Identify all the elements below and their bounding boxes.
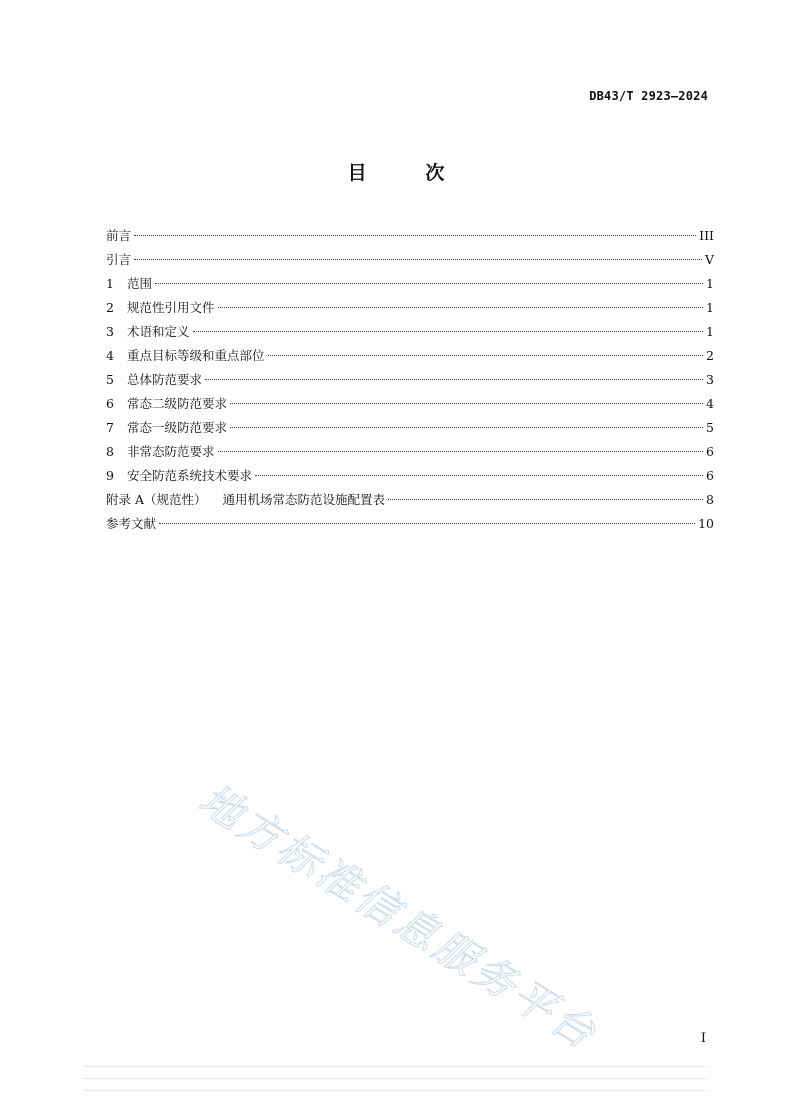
toc-entry-number: 5 (106, 372, 114, 387)
toc-entry[interactable] (106, 296, 714, 320)
toc-dot-leader (230, 403, 703, 404)
toc-entry-page: V (704, 252, 714, 267)
toc-entry-number: 4 (106, 348, 114, 363)
toc-dot-leader (268, 355, 704, 356)
toc-entry-page: 1 (706, 276, 714, 291)
toc-entry-title: 附录 A（规范性） (106, 492, 207, 507)
toc-entry-number: 8 (106, 444, 114, 459)
toc-entry-number: 7 (106, 420, 114, 435)
toc-entry-number: 9 (106, 468, 114, 483)
footer-divider (84, 1078, 708, 1079)
toc-entry-title: 术语和定义 (127, 324, 190, 339)
footer-divider (84, 1090, 708, 1091)
toc-entry-title: 参考文献 (106, 516, 157, 531)
page-title (0, 158, 792, 185)
toc-entry-title: 规范性引用文件 (127, 300, 215, 315)
toc-entry-title: 安全防范系统技术要求 (127, 468, 253, 483)
document-code: DB43/T 2923—2024 (589, 89, 708, 103)
toc-entry[interactable] (106, 512, 714, 536)
toc-entry-page: 3 (706, 372, 714, 387)
toc-entry[interactable] (106, 464, 714, 488)
toc-entry-page: 1 (706, 324, 714, 339)
toc-entry[interactable] (106, 320, 714, 344)
toc-dot-leader (134, 235, 696, 236)
footer-divider (84, 1066, 708, 1067)
toc-dot-leader (155, 283, 703, 284)
toc-entry-subtitle: 通用机场常态防范设施配置表 (222, 492, 386, 507)
toc-entry[interactable] (106, 416, 714, 440)
toc-entry[interactable] (106, 344, 714, 368)
table-of-contents (106, 224, 714, 536)
toc-entry-page: 5 (706, 420, 714, 435)
toc-entry-number: 3 (106, 324, 114, 339)
toc-entry-page: 6 (706, 468, 714, 483)
toc-entry[interactable] (106, 248, 714, 272)
toc-entry-page: 10 (698, 516, 714, 531)
toc-entry-number: 2 (106, 300, 114, 315)
toc-entry-page: III (699, 228, 714, 243)
toc-entry[interactable] (106, 272, 714, 296)
toc-entry-title: 引言 (106, 252, 132, 267)
toc-dot-leader (193, 331, 704, 332)
page-number: I (700, 1031, 706, 1046)
title-char-2: 次 (425, 162, 445, 184)
toc-entry[interactable] (106, 392, 714, 416)
toc-entry[interactable] (106, 224, 714, 248)
toc-dot-leader (388, 499, 703, 500)
toc-entry[interactable] (106, 488, 714, 512)
toc-dot-leader (218, 307, 704, 308)
watermark: 地方标准信息服务平台 (190, 774, 607, 1060)
toc-dot-leader (159, 523, 695, 524)
toc-entry-number: 6 (106, 396, 114, 411)
toc-entry-title: 常态二级防范要求 (127, 396, 228, 411)
title-char-1: 目 (347, 162, 367, 184)
toc-entry-page: 8 (706, 492, 714, 507)
toc-dot-leader (255, 475, 703, 476)
toc-dot-leader (218, 451, 704, 452)
toc-entry-title: 非常态防范要求 (127, 444, 215, 459)
toc-entry-title: 重点目标等级和重点部位 (127, 348, 265, 363)
toc-dot-leader (134, 259, 702, 260)
toc-entry-page: 1 (706, 300, 714, 315)
toc-entry-title: 总体防范要求 (127, 372, 203, 387)
toc-entry-page: 6 (706, 444, 714, 459)
toc-entry-title: 常态一级防范要求 (127, 420, 228, 435)
toc-entry-title: 范围 (127, 276, 153, 291)
toc-entry-page: 2 (706, 348, 714, 363)
toc-entry[interactable] (106, 440, 714, 464)
toc-dot-leader (205, 379, 703, 380)
toc-entry-number: 1 (106, 276, 114, 291)
toc-dot-leader (230, 427, 703, 428)
toc-entry-page: 4 (706, 396, 714, 411)
toc-entry-title: 前言 (106, 228, 132, 243)
toc-entry[interactable] (106, 368, 714, 392)
